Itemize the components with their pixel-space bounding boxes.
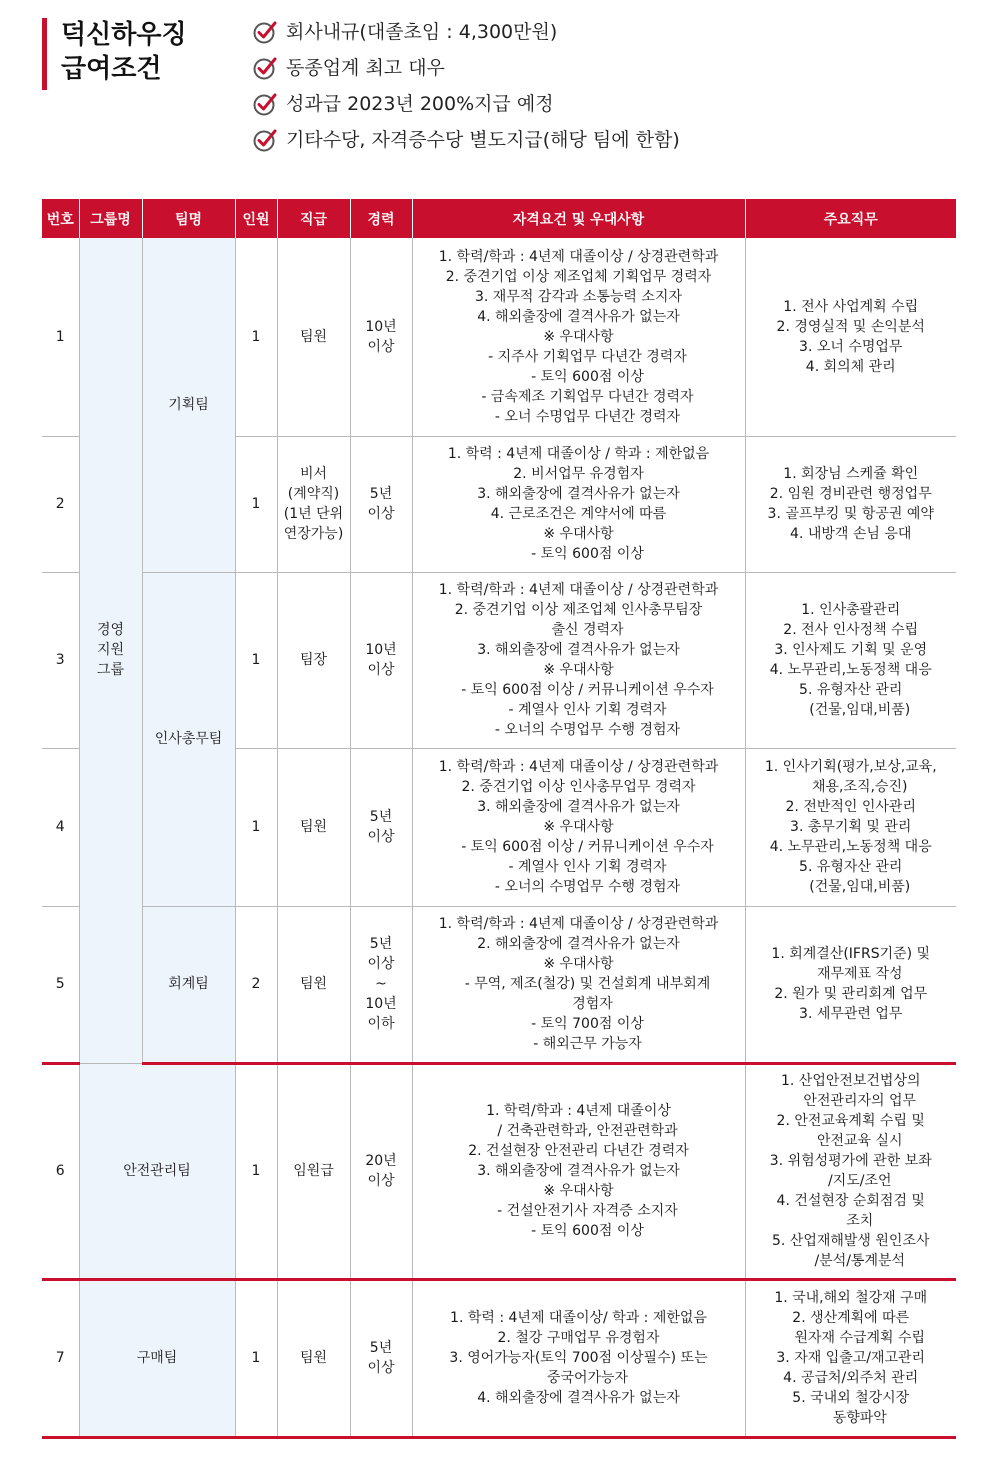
req-line: 3. 영어가능자(토익 700점 이상필수) 또는 — [449, 1350, 708, 1366]
table-row — [42, 238, 956, 436]
req-line: 1. 학력 : 4년제 대졸이상 / 학과 : 제한없음 — [447, 446, 710, 462]
cell-no: 1 — [42, 238, 79, 436]
cell-requirements — [412, 906, 745, 1063]
table-header-row — [42, 199, 956, 238]
duty-line: 2. 경영실적 및 손익분석 — [776, 318, 925, 335]
req-line: - 오너 수명업무 다년간 경력자 — [494, 408, 681, 425]
req-line: 1. 학력/학과 : 4년제 대졸이상 — [486, 1103, 671, 1119]
cell-career: 5년 이상 ~ 10년 이하 — [350, 906, 412, 1063]
duty-line: 1. 국내,해외 철강재 구매 — [774, 1290, 928, 1306]
cell-requirements — [412, 1279, 745, 1437]
req-line: 3. 해외출장에 결격사유가 없는자 — [477, 799, 680, 815]
duty-line: 5. 국내외 철강시장 — [792, 1390, 910, 1406]
req-line: 경험자 — [572, 996, 613, 1012]
duty-line: 4. 노무관리,노동정책 대응 — [769, 839, 932, 855]
req-line: - 토익 600점 이상 — [531, 1223, 644, 1239]
cell-no: 3 — [42, 572, 79, 748]
req-line: - 오너의 수명업무 수행 경험자 — [494, 722, 681, 738]
cell-rank: 팀장 — [277, 572, 350, 748]
duty-line: 3. 위험성평가에 관한 보좌 — [769, 1153, 932, 1169]
cell-count: 1 — [235, 572, 277, 748]
cell-no: 6 — [42, 1063, 79, 1279]
duty-line: (건물,임대,비품) — [809, 702, 911, 718]
req-line: 3. 해외출장에 결격사유가 없는자 — [477, 1163, 680, 1179]
duty-line: 2. 전반적인 인사관리 — [785, 799, 916, 815]
cell-no: 5 — [42, 906, 79, 1063]
req-line: - 금속제조 기획업무 다년간 경력자 — [481, 388, 694, 405]
req-line: - 해외근무 가능자 — [533, 1036, 642, 1052]
cell-career: 20년 이상 — [350, 1063, 412, 1279]
req-line: - 토익 600점 이상 — [531, 368, 644, 385]
cell-count: 1 — [235, 1063, 277, 1279]
cell-duties — [745, 1063, 956, 1279]
cell-count: 1 — [235, 436, 277, 572]
duty-line: 원자재 수급계획 수립 — [794, 1330, 926, 1346]
cell-team-hr: 인사총무팀 — [142, 572, 235, 906]
req-line: 3. 해외출장에 결격사유가 없는자 — [477, 486, 680, 502]
cell-count: 2 — [235, 906, 277, 1063]
cell-career: 5년 이상 — [350, 1279, 412, 1437]
req-line: 4. 해외출장에 결격사유가 없는자 — [477, 308, 680, 325]
cell-duties — [745, 1279, 956, 1437]
check-circle-icon — [252, 127, 278, 153]
req-line: - 지주사 기획업무 다년간 경력자 — [488, 348, 687, 365]
duty-line: /분석/통계분석 — [814, 1253, 906, 1269]
req-line: 1. 학력/학과 : 4년제 대졸이상 / 상경관련학과 — [438, 759, 719, 775]
req-line: 2. 철강 구매업무 유경험자 — [497, 1330, 660, 1346]
req-line: 2. 중견기업 이상 인사총무업무 경력자 — [461, 779, 696, 795]
req-line: 4. 근로조건은 계약서에 따름 — [490, 506, 667, 522]
condition-item — [252, 14, 680, 50]
check-circle-icon — [252, 55, 278, 81]
condition-item — [252, 86, 680, 122]
req-line: ※ 우대사항 — [543, 662, 614, 678]
cell-career: 10년 이상 — [350, 572, 412, 748]
condition-item — [252, 50, 680, 86]
duty-line: 1. 인사총괄관리 — [801, 602, 901, 618]
condition-text: 기타수당, 자격증수당 별도지급(해당 팀에 한함) — [286, 129, 680, 151]
req-line: - 계열사 인사 기획 경력자 — [508, 702, 667, 718]
req-line: 중국어가능자 — [546, 1370, 629, 1386]
cell-career: 5년 이상 — [350, 748, 412, 906]
check-circle-icon — [252, 91, 278, 117]
header-duties: 주요직무 — [745, 199, 956, 238]
check-circle-icon — [252, 19, 278, 45]
cell-requirements — [412, 572, 745, 748]
header-requirements: 자격요건 및 우대사항 — [412, 199, 745, 238]
cell-team-accounting: 회계팀 — [142, 906, 235, 1063]
cell-team-planning: 기획팀 — [142, 238, 235, 572]
duty-line: 4. 회의체 관리 — [805, 358, 896, 375]
duty-line: 2. 임원 경비관련 행정업무 — [769, 486, 932, 502]
req-line: - 토익 600점 이상 / 커뮤니케이션 우수자 — [461, 839, 714, 855]
req-line: 1. 학력 : 4년제 대졸이상/ 학과 : 제한없음 — [450, 1310, 707, 1326]
condition-text: 성과급 2023년 200%지급 예정 — [286, 93, 554, 115]
req-line: ※ 우대사항 — [543, 956, 614, 972]
req-line: 출신 경력자 — [551, 622, 624, 638]
duty-line: 5. 유형자산 관리 — [799, 859, 903, 875]
cell-count: 1 — [235, 1279, 277, 1437]
cell-no: 7 — [42, 1279, 79, 1437]
duty-line: (건물,임대,비품) — [809, 879, 911, 895]
cell-count: 1 — [235, 238, 277, 436]
condition-text: 회사내규(대졸초임 : 4,300만원) — [286, 21, 558, 43]
req-line: 1. 학력/학과 : 4년제 대졸이상 / 상경관련학과 — [438, 916, 719, 932]
title-line-1: 덕신하우징 — [61, 20, 187, 50]
duty-line: 조치 — [846, 1213, 874, 1229]
condition-text: 동종업계 최고 대우 — [286, 57, 445, 79]
duty-line: 3. 세무관련 업무 — [799, 1006, 903, 1022]
req-line: - 토익 700점 이상 — [531, 1016, 644, 1032]
cell-requirements — [412, 436, 745, 572]
duty-line: 4. 내방객 손님 응대 — [790, 526, 912, 542]
req-line: 2. 해외출장에 결격사유가 없는자 — [477, 936, 680, 952]
req-line: 2. 건설현장 안전관리 다년간 경력자 — [468, 1143, 689, 1159]
duty-line: 동향파악 — [832, 1410, 887, 1426]
cell-requirements — [412, 748, 745, 906]
cell-rank: 임원급 — [277, 1063, 350, 1279]
cell-duties — [745, 572, 956, 748]
cell-duties — [745, 748, 956, 906]
duty-line: 3. 오너 수명업무 — [799, 338, 903, 355]
cell-rank: 팀원 — [277, 906, 350, 1063]
req-line: ※ 우대사항 — [543, 526, 614, 542]
cell-no: 2 — [42, 436, 79, 572]
duty-line: 1. 회계결산(IFRS기준) 및 — [771, 946, 931, 962]
req-line: ※ 우대사항 — [543, 819, 614, 835]
duty-line: 1. 산업안전보건법상의 — [780, 1073, 921, 1089]
req-line: - 건설안전기사 자격증 소지자 — [497, 1203, 678, 1219]
req-line: - 오너의 수명업무 수행 경험자 — [494, 879, 681, 895]
req-line: ※ 우대사항 — [543, 328, 614, 345]
cell-duties — [745, 906, 956, 1063]
duty-line: /지도/조언 — [827, 1173, 892, 1189]
cell-rank: 비서 (계약직) (1년 단위 연장가능) — [277, 436, 350, 572]
cell-duties — [745, 238, 956, 436]
req-line: 1. 학력/학과 : 4년제 대졸이상 / 상경관련학과 — [438, 582, 719, 598]
table-row — [42, 906, 956, 1063]
req-line: 4. 해외출장에 결격사유가 없는자 — [477, 1390, 680, 1406]
duty-line: 안전교육 실시 — [816, 1133, 903, 1149]
header-career: 경력 — [350, 199, 412, 238]
duty-line: 채용,조직,승진) — [811, 779, 908, 795]
req-line: - 무역, 제조(철강) 및 건설회계 내부회계 — [464, 976, 711, 992]
req-line: 2. 비서업무 유경험자 — [513, 466, 644, 482]
header-group: 그룹명 — [79, 199, 142, 238]
req-line: - 계열사 인사 기획 경력자 — [508, 859, 667, 875]
duty-line: 1. 인사기획(평가,보상,교육, — [764, 759, 937, 775]
duty-line: 5. 유형자산 관리 — [799, 682, 903, 698]
req-line: ※ 우대사항 — [543, 1183, 614, 1199]
duty-line: 안전관리자의 업무 — [803, 1093, 917, 1109]
cell-group: 경영 지원 그룹 — [79, 238, 142, 1063]
req-line: 2. 중견기업 이상 제조업체 인사총무팀장 — [454, 602, 703, 618]
req-line: / 건축관련학과, 안전관련학과 — [497, 1123, 678, 1139]
req-line: - 토익 600점 이상 / 커뮤니케이션 우수자 — [461, 682, 714, 698]
req-line: 1. 학력/학과 : 4년제 대졸이상 / 상경관련학과 — [438, 248, 719, 265]
duty-line: 1. 전사 사업계획 수립 — [783, 298, 919, 315]
cell-rank: 팀원 — [277, 1279, 350, 1437]
req-line: - 토익 600점 이상 — [531, 546, 644, 562]
duty-line: 4. 공급처/외주처 관리 — [783, 1370, 919, 1386]
duty-line: 4. 건설현장 순회점검 및 — [776, 1193, 925, 1209]
table-row — [42, 572, 956, 748]
duty-line: 2. 생산계획에 따른 — [792, 1310, 910, 1326]
cell-team-purchasing: 구매팀 — [79, 1279, 235, 1437]
duty-line: 2. 원가 및 관리회계 업무 — [774, 986, 928, 1002]
header-no: 번호 — [42, 199, 79, 238]
table-row — [42, 1063, 956, 1279]
cell-requirements — [412, 1063, 745, 1279]
header-rank: 직급 — [277, 199, 350, 238]
duty-line: 3. 골프부킹 및 항공권 예약 — [767, 506, 934, 522]
duty-line: 4. 노무관리,노동정책 대응 — [769, 662, 932, 678]
req-line: 3. 해외출장에 결격사유가 없는자 — [477, 642, 680, 658]
cell-rank: 팀원 — [277, 748, 350, 906]
cell-no: 4 — [42, 748, 79, 906]
cell-career: 5년 이상 — [350, 436, 412, 572]
cell-team-safety: 안전관리팀 — [79, 1063, 235, 1279]
duty-line: 3. 인사제도 기획 및 운영 — [774, 642, 928, 658]
table-row — [42, 1279, 956, 1437]
duty-line: 3. 자재 입출고/재고관리 — [776, 1350, 926, 1366]
duty-line: 5. 산업재해발생 원인조사 — [772, 1233, 930, 1249]
page-title — [42, 18, 187, 90]
condition-item — [252, 122, 680, 158]
duty-line: 3. 총무기획 및 관리 — [790, 819, 912, 835]
duty-line: 1. 회장님 스케쥴 확인 — [783, 466, 919, 482]
cell-requirements — [412, 238, 745, 436]
title-line-2: 급여조건 — [61, 54, 162, 84]
duty-line: 2. 전사 인사정책 수립 — [783, 622, 919, 638]
cell-count: 1 — [235, 748, 277, 906]
req-line: 2. 중견기업 이상 제조업체 기획업무 경력자 — [445, 268, 712, 285]
header-count: 인원 — [235, 199, 277, 238]
cell-rank: 팀원 — [277, 238, 350, 436]
cell-career: 10년 이상 — [350, 238, 412, 436]
cell-duties — [745, 436, 956, 572]
job-openings-table — [42, 199, 956, 1439]
salary-conditions-list — [252, 14, 680, 158]
duty-line: 재무제표 작성 — [816, 966, 903, 982]
duty-line: 2. 안전교육계획 수립 및 — [776, 1113, 925, 1129]
header-team: 팀명 — [142, 199, 235, 238]
req-line: 3. 재무적 감각과 소통능력 소지자 — [475, 288, 682, 305]
